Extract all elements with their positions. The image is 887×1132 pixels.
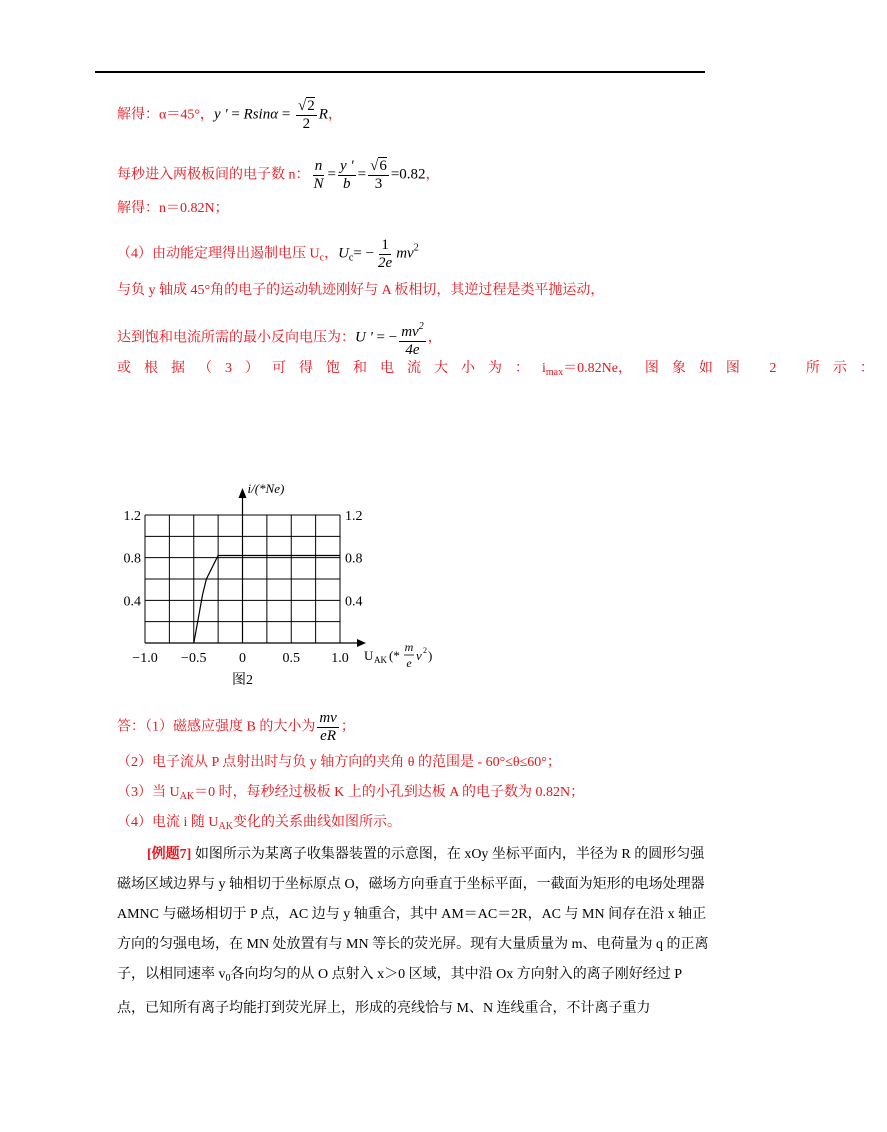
frac-den: 2e bbox=[378, 255, 393, 271]
math-eq: = − bbox=[376, 329, 398, 346]
text: 变化的关系曲线如图所示。 bbox=[232, 815, 401, 830]
fraction-y-over-b bbox=[338, 158, 356, 193]
y-axis-arrow bbox=[239, 488, 247, 498]
fraction-sqrt6-over-3: $\frac{√6}{3}$ bbox=[370, 158, 387, 192]
frac-num: mv bbox=[401, 324, 419, 340]
solution-line-6 bbox=[117, 318, 442, 359]
answer-line-2: （2）电子流从 P 点射出时与负 y 轴方向的夹角 θ 的范围是 - 60°≤θ≤60°； bbox=[117, 755, 561, 770]
frac-den: 2 bbox=[302, 116, 311, 132]
frac-num: 2 bbox=[307, 98, 315, 114]
text: 答：（1）磁感应强度 B 的大小为 bbox=[117, 719, 316, 735]
x-tick-label: 0 bbox=[239, 651, 246, 666]
text: 每秒进入两极板间的电子数 n： bbox=[117, 167, 310, 183]
solution-line-2: 每秒进入两极板间的电子数 n： $\frac{n}{N}$ = $\frac{y '}{b}$ = $\frac{√6}{3}$ =0.82， bbox=[117, 158, 440, 192]
frac-num: mv bbox=[319, 710, 337, 726]
subscript: c bbox=[319, 252, 325, 264]
text: 或根据（3）可得饱和电流大小为： bbox=[117, 361, 542, 376]
math-y-prime: y ' bbox=[213, 106, 228, 123]
frac-den: eR bbox=[320, 728, 336, 744]
text: ＝0.82Ne bbox=[563, 361, 618, 376]
frac-num: y ' bbox=[339, 158, 354, 174]
math-rsin: Rsinα bbox=[243, 106, 279, 123]
x-tick-label: −1.0 bbox=[132, 651, 158, 666]
x-axis-unit-num: m bbox=[404, 640, 414, 654]
fraction-n-over-N bbox=[312, 158, 326, 193]
superscript: 2 bbox=[413, 242, 419, 254]
subscript: 0 bbox=[225, 973, 231, 984]
text: 解得：α＝45°， bbox=[117, 107, 214, 123]
math-eq: = − bbox=[353, 245, 375, 262]
example-text: 如图所示为某离子收集器装置的示意图，在 xOy 坐标平面内，半径为 R 的圆形匀强磁场区域边界与 y 轴相切于坐标原点 O，磁场方向垂直于坐标平面，一截面为矩形的电场处理器 AMNC 与磁场相切于 P 点，AC 边与 y 轴重合，其中 AM＝AC＝2R，AC 与 MN 间存在沿 x 轴正方向的匀强电场，在 MN 处放置有与 MN 等长的荧光屏。现有大量质量为 m、电荷量为 q 的正离子，以相同速率 v bbox=[117, 847, 709, 982]
frac-den: b bbox=[343, 176, 351, 192]
x-tick-label: 1.0 bbox=[331, 651, 349, 666]
solution-line-4 bbox=[117, 237, 419, 272]
frac-den: 4e bbox=[405, 342, 420, 358]
x-tick-label: −0.5 bbox=[181, 651, 207, 666]
math-mv: mv bbox=[396, 245, 414, 262]
answer-line-4 bbox=[117, 813, 401, 837]
fraction-sqrt2-over-2: $\frac{√2}{2}$ bbox=[298, 98, 315, 132]
x-axis-unit-pow: 2 bbox=[423, 646, 427, 655]
text: ， bbox=[324, 246, 339, 262]
text: （4）由动能定理得出遏制电压 U bbox=[117, 246, 320, 262]
x-axis-label: U bbox=[364, 648, 374, 663]
x-axis-arrow bbox=[357, 639, 366, 647]
chart-title: 图2 bbox=[232, 673, 253, 688]
math-r: R bbox=[318, 106, 328, 123]
fraction-1-over-2e bbox=[376, 237, 394, 272]
y-tick-label-left: 1.2 bbox=[123, 509, 141, 524]
frac-num: 6 bbox=[379, 158, 387, 174]
text: ， bbox=[425, 167, 440, 183]
x-tick-label: 0.5 bbox=[282, 651, 300, 666]
text: ， bbox=[327, 107, 342, 123]
frac-den: 3 bbox=[374, 176, 383, 192]
frac-den: N bbox=[313, 176, 324, 192]
text: ， bbox=[427, 330, 442, 346]
y-tick-label-left: 0.8 bbox=[123, 551, 141, 567]
frac-num: 1 bbox=[381, 237, 389, 253]
subscript: AK bbox=[218, 821, 233, 832]
text: （3）当 U bbox=[117, 785, 180, 800]
math-eq: = bbox=[278, 106, 295, 123]
example-text: 各向均匀的从 O 点射入 x＞0 区域，其中沿 Ox 方向射入的离子刚好经过 P 点，已知所有离子均能打到荧光屏上，形成的亮线恰与 M、N 连线重合，不计离子重力 bbox=[117, 967, 682, 1016]
solution-line-3: 解得：n＝0.82N； bbox=[117, 201, 229, 216]
solution-line-7 bbox=[117, 359, 887, 383]
text: ； bbox=[340, 719, 355, 735]
fraction-mv-over-eR bbox=[317, 710, 339, 745]
math-u-prime: U ' bbox=[355, 329, 377, 346]
header-rule bbox=[95, 71, 705, 73]
figure-2-chart bbox=[110, 475, 450, 695]
example-7-paragraph bbox=[117, 840, 709, 1024]
example-label: [例题7] bbox=[147, 847, 192, 862]
subscript: AK bbox=[179, 791, 195, 802]
x-axis-label-sub: AK bbox=[374, 655, 387, 665]
y-tick-label-right: 1.2 bbox=[345, 509, 363, 524]
y-tick-label-right: 0.4 bbox=[345, 594, 363, 610]
frac-num: n bbox=[314, 158, 323, 174]
x-axis-unit-close: ) bbox=[428, 648, 433, 663]
superscript: 2 bbox=[418, 321, 424, 332]
math-eq: = bbox=[227, 106, 244, 123]
subscript: max bbox=[545, 367, 564, 378]
text: （4）电流 i 随 U bbox=[117, 815, 219, 830]
fraction-mv2-over-4e bbox=[399, 318, 426, 359]
answer-line-1 bbox=[117, 710, 355, 745]
math-u: U bbox=[338, 245, 349, 262]
y-tick-label-right: 0.8 bbox=[345, 551, 363, 567]
text: ，图象如图 2 所示： bbox=[617, 361, 887, 376]
text: ＝0 时，每秒经过极板 K 上的小孔到达板 A 的电子数为 0.82N； bbox=[194, 785, 585, 800]
text: i bbox=[542, 361, 546, 376]
y-tick-label-left: 0.4 bbox=[123, 594, 141, 610]
solution-line-5: 与负 y 轴成 45°角的电子的运动轨迹刚好与 A 板相切，其逆过程是类平抛运动， bbox=[117, 283, 605, 298]
x-axis-unit-den: e bbox=[406, 656, 412, 670]
answer-line-3 bbox=[117, 783, 584, 807]
solution-line-1 bbox=[117, 98, 342, 133]
y-axis-label: i/(*Ne) bbox=[247, 481, 285, 496]
text: 达到饱和电流所需的最小反向电压为： bbox=[117, 330, 355, 346]
x-axis-unit-open: (* bbox=[389, 648, 400, 663]
subscript: c bbox=[348, 252, 354, 264]
x-axis-unit-v: v bbox=[416, 648, 422, 663]
math-value: 0.82 bbox=[399, 166, 426, 183]
